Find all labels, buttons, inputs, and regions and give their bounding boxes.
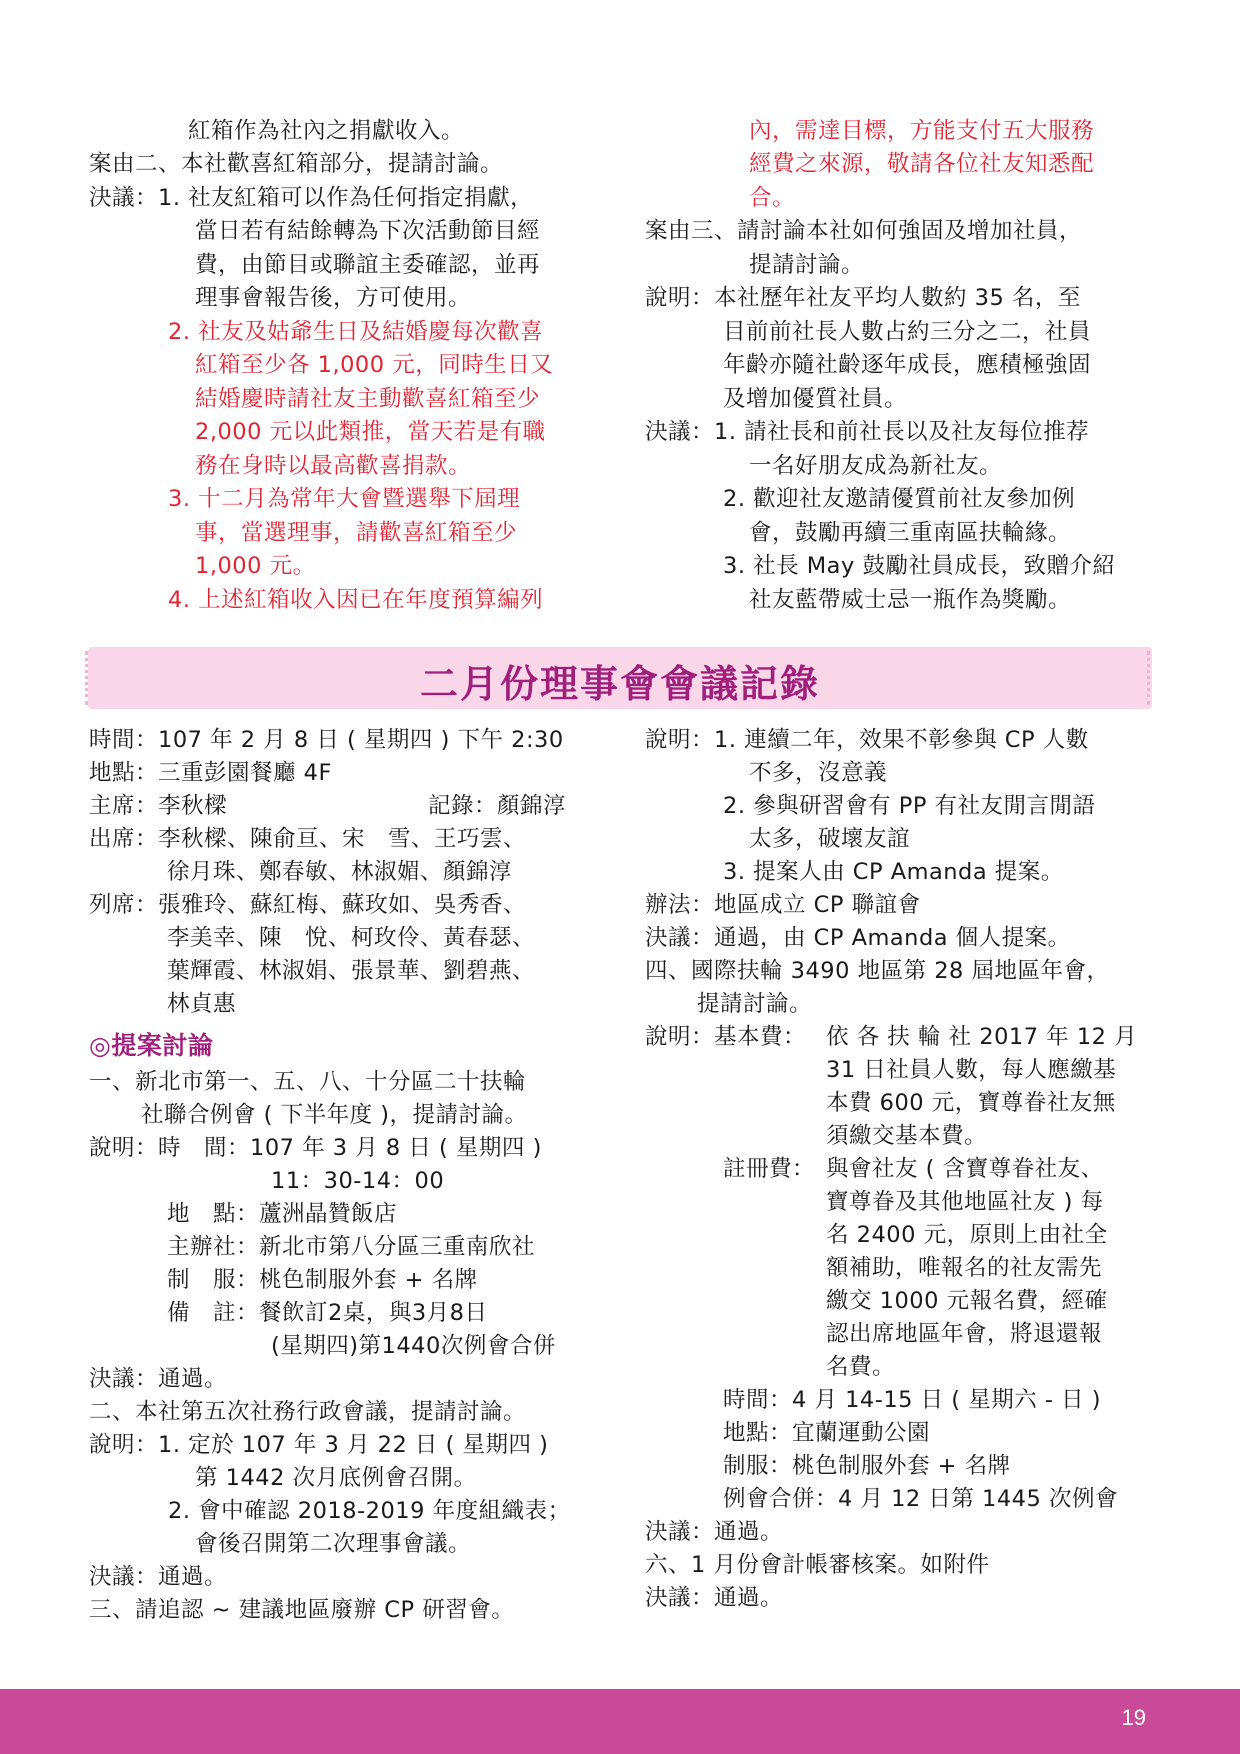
section-banner — [88, 647, 1152, 709]
text-line: 地 點：蘆洲晶贊飯店 — [167, 1201, 398, 1227]
text-line: 合。 — [749, 185, 796, 211]
text-line: 地點：宜蘭運動公園 — [723, 1420, 931, 1446]
meeting-place: 地點：三重彭園餐廳 4F — [89, 760, 332, 786]
text-line: 經費之來源，敬請各位社友知悉配 — [749, 151, 1095, 177]
text-line: 說明：時 間：107 年 3 月 8 日 ( 星期四 ) — [89, 1135, 542, 1161]
text-line: 紅箱至少各 1,000 元，同時生日又 — [195, 352, 554, 378]
guests: 葉輝霞、林淑娟、張景華、劉碧燕、 — [167, 958, 536, 984]
text-line: 3. 提案人由 CP Amanda 提案。 — [723, 859, 1064, 885]
text-line: 當日若有結餘轉為下次活動節目經 — [195, 218, 541, 244]
text-line: 3. 社長 May 鼓勵社員成長，致贈介紹 — [723, 553, 1116, 579]
text-line: 決議：通過。 — [645, 1519, 784, 1545]
text-line: 11：30-14：00 — [271, 1168, 445, 1194]
guests: 林貞惠 — [167, 991, 237, 1017]
text-line: 說明：本社歷年社友平均人數約 35 名，至 — [645, 285, 1081, 311]
text-line: 太多，破壞友誼 — [749, 826, 911, 852]
text-line: 社友藍帶威士忌一瓶作為獎勵。 — [749, 587, 1072, 613]
text-line: 與會社友 ( 含寶尊眷社友、 — [826, 1156, 1104, 1182]
page-number: 19 — [1121, 1705, 1146, 1730]
text-line: 事，當選理事，請歡喜紅箱至少 — [195, 520, 518, 546]
guests: 李美幸、陳 悅、柯玫伶、黃春瑟、 — [167, 925, 536, 951]
text-line: 註冊費： — [723, 1156, 816, 1182]
text-line: 繳交 1000 元報名費，經確 — [826, 1288, 1108, 1314]
text-line: 案由三、請討論本社如何強固及增加社員， — [645, 218, 1083, 244]
text-line: 三、請追認 ~ 建議地區廢辦 CP 研習會。 — [89, 1597, 515, 1623]
attendees: 徐月珠、鄭春敏、林淑媚、顏錦淳 — [167, 859, 513, 885]
text-line: 額補助，唯報名的社友需先 — [826, 1255, 1103, 1281]
text-line: 務在身時以最高歡喜捐款。 — [195, 453, 472, 479]
text-line: 案由二、本社歡喜紅箱部分，提請討論。 — [89, 151, 504, 177]
text-line: 時間：4 月 14-15 日 ( 星期六 - 日 ) — [723, 1387, 1102, 1413]
text-line: 31 日社員人數，每人應繳基 — [826, 1057, 1117, 1083]
text-line: 決議：1. 請社長和前社長以及社友每位推荐 — [645, 419, 1090, 445]
text-line: 結婚慶時請社友主動歡喜紅箱至少 — [195, 386, 541, 412]
text-line: (星期四)第1440次例會合併 — [271, 1333, 556, 1359]
text-line: 說明：基本費： — [645, 1024, 807, 1050]
text-line: 二、本社第五次社務行政會議，提請討論。 — [89, 1399, 527, 1425]
text-line: 例會合併：4 月 12 日第 1445 次例會 — [723, 1486, 1118, 1512]
text-line: 目前前社長人數占約三分之二，社員 — [723, 319, 1092, 345]
text-line: 說明：1. 定於 107 年 3 月 22 日 ( 星期四 ) — [89, 1432, 549, 1458]
meeting-time: 時間：107 年 2 月 8 日 ( 星期四 ) 下午 2:30 — [89, 727, 564, 753]
text-line: 理事會報告後，方可使用。 — [195, 285, 472, 311]
text-line: 3. 十二月為常年大會暨選舉下屆理 — [168, 486, 521, 512]
text-line: 內，需達目標，方能支付五大服務 — [749, 118, 1095, 144]
text-line: 本費 600 元，寶尊眷社友無 — [826, 1090, 1116, 1116]
text-line: 2. 參與研習會有 PP 有社友閒言閒語 — [723, 793, 1096, 819]
text-line: 備 註：餐飲訂2桌，與3月8日 — [167, 1300, 488, 1326]
text-line: 第 1442 次月底例會召開。 — [195, 1465, 477, 1491]
text-line: 4. 上述紅箱收入因已在年度預算編列 — [168, 587, 544, 613]
footer-bar — [0, 1689, 1240, 1754]
text-line: 1,000 元。 — [195, 553, 316, 579]
text-line: 須繳交基本費。 — [826, 1123, 988, 1149]
text-line: 會，鼓勵再續三重南區扶輪緣。 — [749, 520, 1072, 546]
meeting-chair: 主席：李秋樑 — [89, 793, 228, 819]
text-line: 2. 會中確認 2018-2019 年度組織表； — [168, 1498, 571, 1524]
text-line: 不多，沒意義 — [749, 760, 888, 786]
text-line: 年齡亦隨社齡逐年成長，應積極強固 — [723, 352, 1092, 378]
text-line: 紅箱作為社內之捐獻收入。 — [188, 118, 465, 144]
text-line: 說明：1. 連續二年，效果不彰參與 CP 人數 — [645, 727, 1089, 753]
text-line: 及增加優質社員。 — [723, 386, 908, 412]
text-line: 決議：通過，由 CP Amanda 個人提案。 — [645, 925, 1071, 951]
text-line: 費，由節目或聯誼主委確認，並再 — [195, 252, 541, 278]
section-heading: ◎提案討論 — [89, 1031, 214, 1060]
text-line: 六、1 月份會計帳審核案。如附件 — [645, 1552, 990, 1578]
text-line: 名費。 — [826, 1354, 896, 1380]
guests: 列席：張雅玲、蘇紅梅、蘇玫如、吳秀香、 — [89, 892, 527, 918]
text-line: 認出席地區年會，將退還報 — [826, 1321, 1103, 1347]
text-line: 社聯合例會 ( 下半年度 )，提請討論。 — [141, 1102, 528, 1128]
text-line: 2,000 元以此類推，當天若是有職 — [195, 419, 546, 445]
text-line: 一、新北市第一、五、八、十分區二十扶輪 — [89, 1069, 527, 1095]
text-line: 依 各 扶 輪 社 2017 年 12 月 — [826, 1024, 1138, 1050]
text-line: 決議：通過。 — [89, 1564, 228, 1590]
meeting-recorder: 記錄：顏錦淳 — [428, 793, 567, 819]
text-line: 四、國際扶輪 3490 地區第 28 屆地區年會， — [645, 958, 1110, 984]
text-line: 名 2400 元，原則上由社全 — [826, 1222, 1108, 1248]
text-line: 2. 社友及姑爺生日及結婚慶每次歡喜 — [168, 319, 544, 345]
text-line: 制 服：桃色制服外套 + 名牌 — [167, 1267, 478, 1293]
text-line: 寶尊眷及其他地區社友 ) 每 — [826, 1189, 1104, 1215]
text-line: 決議：通過。 — [645, 1585, 784, 1611]
text-line: 主辦社：新北市第八分區三重南欣社 — [167, 1234, 536, 1260]
text-line: 決議：通過。 — [89, 1366, 228, 1392]
page-title: 二月份理事會會議記錄 — [419, 662, 820, 706]
text-line: 2. 歡迎社友邀請優質前社友參加例 — [723, 486, 1076, 512]
text-line: 提請討論。 — [749, 252, 865, 278]
text-line: 制服：桃色制服外套 + 名牌 — [723, 1453, 1011, 1479]
text-line: 提請討論。 — [697, 991, 813, 1017]
text-line: 決議：1. 社友紅箱可以作為任何指定捐獻， — [89, 185, 534, 211]
text-line: 一名好朋友成為新社友。 — [749, 453, 1003, 479]
text-line: 會後召開第二次理事會議。 — [195, 1531, 472, 1557]
attendees: 出席：李秋樑、陳俞亘、宋 雪、王巧雲、 — [89, 826, 527, 852]
text-line: 辦法：地區成立 CP 聯誼會 — [645, 892, 921, 918]
